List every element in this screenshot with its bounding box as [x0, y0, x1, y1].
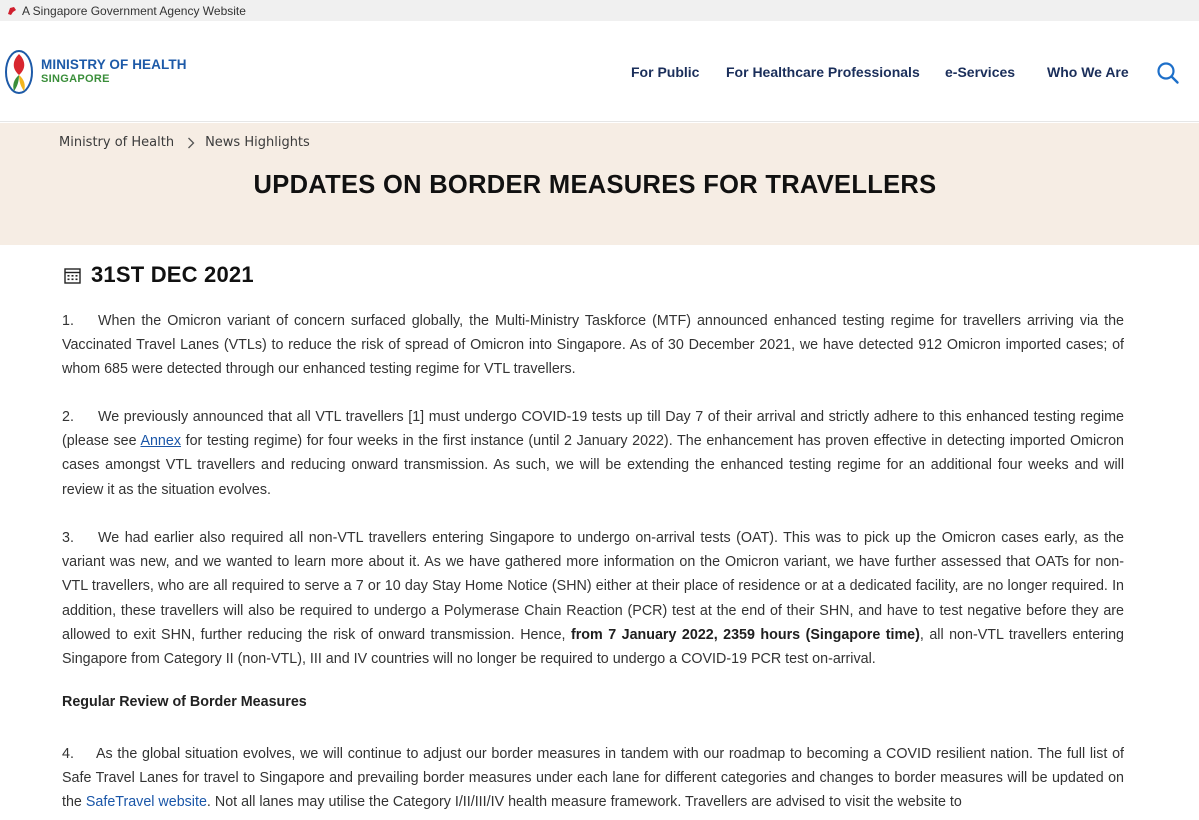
paragraph-text: When the Omicron variant of concern surfaced globally, the Multi-Ministry Taskforce (MTF) announced enhanced testing regime for travellers arriving via the Vaccinated Travel Lanes (VTLs) to reduce the risk of spread of Omicron into Singapore. As of 30 December 2021, we have detected 912 Omicron imported cases; of whom 685 were detected through our enhanced testing regime for VTL travellers.: [62, 313, 1124, 378]
logo-text: [41, 57, 187, 87]
section-subheading: Regular Review of Border Measures: [62, 694, 307, 710]
logo-line-2: SINGAPORE: [41, 73, 110, 85]
article-date: [64, 262, 254, 288]
paragraph-number: 4.: [62, 746, 74, 762]
paragraph-text: As the global situation evolves, we will continue to adjust our border measures in tandem with our roadmap to becoming a COVID resilient nation. The full list of Safe Travel Lanes for travel to Singapore and prevailing border measures under each lane for different categories and changes to border measures will be updated on the: [62, 746, 1124, 811]
calendar-icon: [64, 267, 81, 284]
chevron-right-icon: [187, 137, 195, 149]
paragraph-number: 1.: [62, 313, 74, 329]
search-icon[interactable]: [1156, 61, 1180, 85]
annex-link[interactable]: Annex: [140, 433, 181, 450]
paragraph-text: . Not all lanes may utilise the Category I/II/III/IV health measure framework. Travellers are advised to visit the website to: [206, 794, 962, 811]
paragraph-4: [62, 742, 1124, 815]
safetravel-website-link[interactable]: SafeTravel website: [85, 794, 207, 811]
moh-logo[interactable]: [4, 49, 187, 95]
breadcrumb-home[interactable]: Ministry of Health: [59, 135, 175, 150]
nav-for-public[interactable]: For Public: [631, 64, 700, 80]
article-date-text: 31ST DEC 2021: [91, 262, 254, 287]
paragraph-1: [62, 309, 1124, 382]
breadcrumb-current[interactable]: News Highlights: [205, 135, 310, 150]
page-title: UPDATES ON BORDER MEASURES FOR TRAVELLERS: [253, 171, 937, 199]
paragraph-bold-text: from 7 January 2022, 2359 hours (Singapore time): [570, 626, 920, 643]
moh-emblem-icon: [4, 49, 34, 95]
gov-banner-text: A Singapore Government Agency Website: [22, 3, 246, 18]
page-banner: [0, 123, 1199, 245]
paragraph-number: 3.: [62, 530, 74, 546]
logo-line-1: MINISTRY OF HEALTH: [41, 57, 187, 72]
nav-e-services[interactable]: e-Services: [945, 64, 1016, 80]
paragraph-text: We had earlier also required all non-VTL travellers entering Singapore to undergo on-arrival tests (OAT). This was to pick up the Omicron cases early, as the variant was new, and we wanted to learn more about it. As we have gathered more information on the Omicron variant, we have further assessed that OATs for non-VTL travellers, who are all required to serve a 7 or 10 day Stay Home Notice (SHN) either at their place of residence or at a dedicated facility, are no longer required. In addition, these travellers will also be required to undergo a Polymerase Chain Reaction (PCR) test at the end of their SHN, and have to test negative before they are allowed to exit SHN, further reducing the risk of onward transmission. Hence,: [62, 530, 1124, 643]
lion-head-icon: [7, 6, 17, 16]
paragraph-text: We previously announced that all VTL travellers [1] must undergo COVID-19 tests up till Day 7 of their arrival and strictly adhere to this enhanced testing regime (please see: [62, 409, 1124, 450]
paragraph-2: [62, 405, 1124, 502]
paragraph-text: for testing regime) for four weeks in the first instance (until 2 January 2022). The enhancement has proven effective in detecting imported Omicron cases amongst VTL travellers and reducing onward transmission. As such, we will be extending the enhanced testing regime for an additional four weeks and will review it as the situation evolves.: [62, 433, 1124, 498]
paragraph-3: [62, 526, 1124, 671]
nav-for-healthcare-professionals[interactable]: For Healthcare Professionals: [726, 64, 920, 80]
gov-banner: [0, 0, 1199, 21]
paragraph-text: , all non-VTL travellers entering Singapore from Category II (non-VTL), III and IV countries will no longer be required to undergo a COVID-19 PCR test on-arrival.: [62, 626, 1124, 668]
site-header: [0, 21, 1199, 122]
nav-who-we-are[interactable]: Who We Are: [1047, 64, 1129, 80]
breadcrumb: [59, 135, 310, 150]
paragraph-number: 2.: [62, 409, 74, 425]
